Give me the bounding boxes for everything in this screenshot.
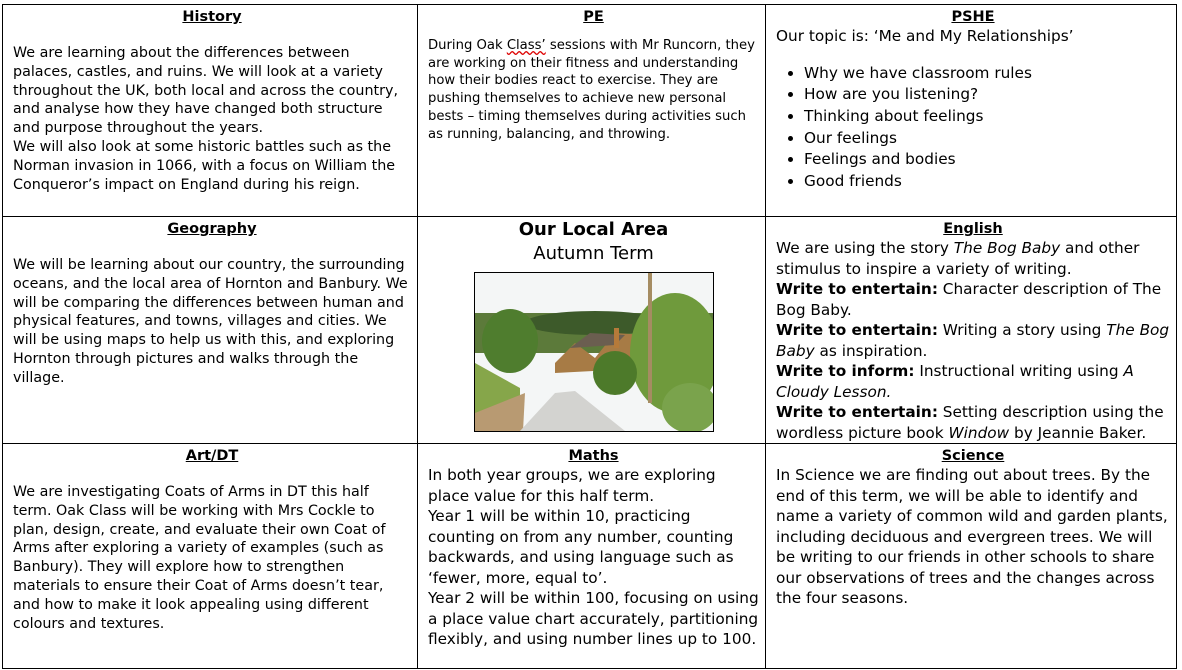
center-title: Our Local Area <box>518 219 669 240</box>
art-cell <box>3 444 418 669</box>
maths-heading: Maths <box>568 448 619 464</box>
history-text-1: We are learning about the differences between palaces, castles, and ruins. We will look at a variety throughout the UK, both local and across the country, and analyse how they have changed both structure and purpose throughout the years. <box>13 45 399 137</box>
text: Writing a story using <box>937 321 1107 339</box>
label: Write to entertain: <box>776 403 938 421</box>
text: by Jeannie Baker. <box>1009 423 1147 442</box>
center-subtitle: Autumn Term <box>533 243 654 264</box>
maths-text-2: Year 1 will be within 10, practicing counting on from any number, counting backwards, and using language such as ‘fewer, more, equal to’. <box>428 507 734 587</box>
english-line-4 <box>776 402 1170 443</box>
maths-text-1: In both year groups, we are exploring place value for this half term. <box>428 466 716 505</box>
label: Write to entertain: <box>776 321 938 339</box>
book-title: The Bog Baby <box>776 321 1170 360</box>
science-heading: Science <box>941 448 1005 464</box>
pe-text <box>428 37 759 143</box>
english-line-3 <box>776 361 1170 402</box>
english-cell <box>766 217 1177 444</box>
pshe-intro: Our topic is: ‘Me and My Relationships’ <box>776 27 1074 45</box>
geography-text: We will be learning about our country, the surrounding oceans, and the local area of Hornton and Banbury. We will be comparing the differences between human and physical features, and towns, villages and cities. We will be using maps to help us with this, and exploring Hornton through pictures and walks through the village. <box>13 257 408 386</box>
text: Character description of The Bog Baby. <box>776 280 1162 319</box>
english-line-1 <box>776 279 1170 320</box>
list-item: • Good friends <box>804 171 1170 193</box>
english-line-2 <box>776 320 1170 361</box>
pshe-heading: PSHE <box>951 9 995 25</box>
history-cell <box>3 5 418 217</box>
science-text: In Science we are finding out about trees. By the end of this term, we will be able to identify and name a variety of common wild and garden plants, including deciduous and evergreen trees. We will be writing to our friends in other schools to share our observations of trees and the changes across the four seasons. <box>776 466 1168 607</box>
maths-text-3: Year 2 will be within 100, focusing on using a place value chart accurately, partitioning flexibly, and using number lines up to 100. <box>428 589 759 648</box>
text: Instructional writing using <box>914 362 1124 380</box>
center-cell <box>418 217 766 444</box>
pshe-cell <box>766 5 1177 217</box>
text: Setting description using the wordless picture book <box>776 403 1164 442</box>
maths-cell <box>418 444 766 669</box>
list-item: • Feelings and bodies <box>804 149 1170 171</box>
history-heading: History <box>182 9 242 25</box>
geography-cell <box>3 217 418 444</box>
label: Write to inform: <box>776 362 915 380</box>
pe-text-a: During Oak <box>428 38 507 53</box>
book-title: The Bog Baby <box>953 239 1061 257</box>
english-heading: English <box>943 221 1003 237</box>
list-item: • Our feelings <box>804 128 1170 150</box>
history-text-2: We will also look at some historic battles such as the Norman invasion in 1066, with a focus on William the Conqueror’s impact on England during his reign. <box>13 138 396 193</box>
book-title: A Cloudy Lesson. <box>776 362 1134 401</box>
geography-heading: Geography <box>167 221 257 237</box>
text: We are using the story <box>776 239 954 257</box>
label: Write to entertain: <box>776 280 938 298</box>
art-heading: Art/DT <box>185 448 239 464</box>
pshe-list <box>776 63 1170 193</box>
text: as inspiration. <box>814 341 928 360</box>
spellcheck-word: Class’ <box>506 38 546 53</box>
topic-grid <box>2 4 1177 669</box>
list-item: • How are you listening? <box>804 84 1170 106</box>
pe-text-b: sessions with Mr Runcorn, they are working on their fitness and understanding how their bodies react to exercise. They are pushing themselves to achieve new personal bests – timing themselves during activities such as running, balancing, and throwing. <box>428 38 755 142</box>
art-text: We are investigating Coats of Arms in DT this half term. Oak Class will be working with Mrs Cockle to plan, design, create, and evaluate their own Coat of Arms after exploring a variety of examples (such as Banbury). They will explore how to strengthen materials to ensure their Coat of Arms doesn’t tear, and how to make it look appealing using different colours and textures. <box>13 484 386 632</box>
pe-heading: PE <box>583 9 604 25</box>
pe-cell <box>418 5 766 217</box>
book-title: Window <box>948 423 1010 442</box>
science-cell <box>766 444 1177 669</box>
text: and other stimulus to inspire a variety of writing. <box>776 239 1140 278</box>
list-item: • Thinking about feelings <box>804 106 1170 128</box>
list-item: • Why we have classroom rules <box>804 63 1170 85</box>
village-photo <box>474 272 714 432</box>
english-intro <box>776 238 1170 279</box>
